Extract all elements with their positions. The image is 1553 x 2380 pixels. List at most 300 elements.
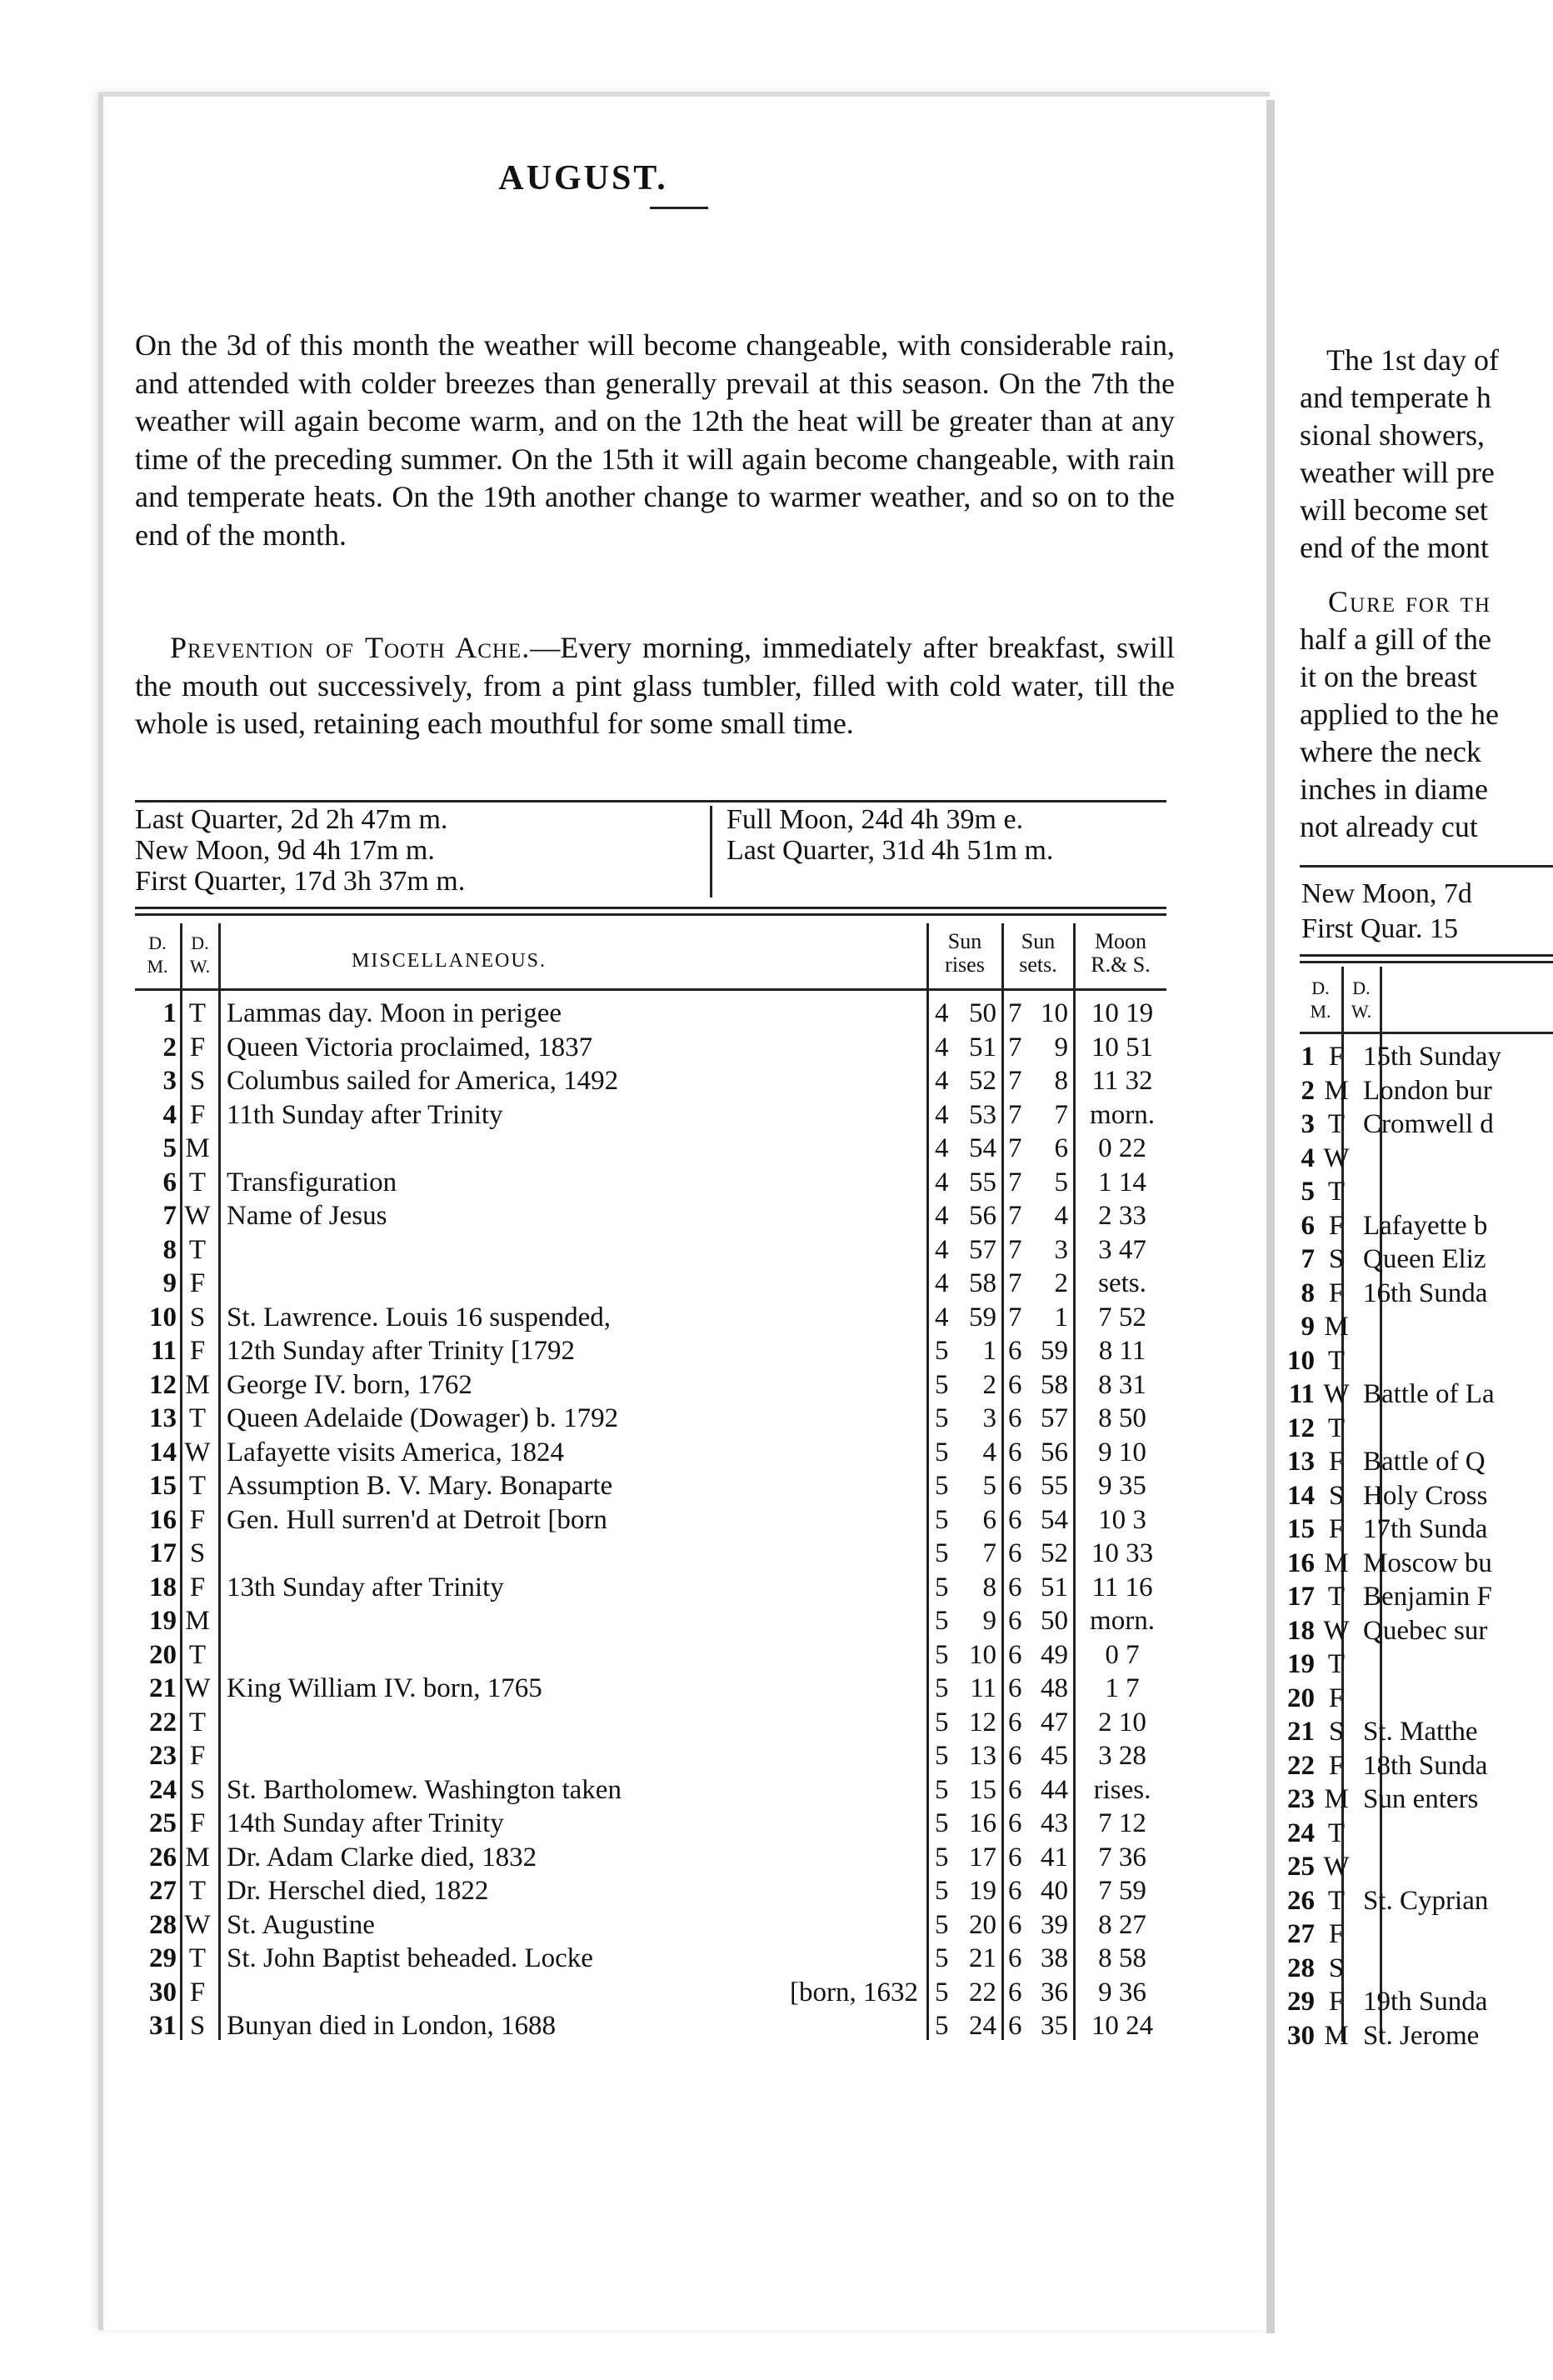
right-table-row bbox=[1275, 1512, 1553, 1547]
cell-sunset-hour: 7 bbox=[1008, 1234, 1022, 1265]
right-line-6: end of the mont bbox=[1300, 531, 1489, 564]
cell-moon: 10 3 bbox=[1098, 1504, 1146, 1535]
right-cure-line-6: not already cut bbox=[1300, 810, 1478, 843]
right-cell-day-of-week: F bbox=[1328, 1042, 1345, 1072]
remedy-paragraph bbox=[135, 629, 1175, 743]
cell-miscellaneous: 11th Sunday after Trinity bbox=[227, 1099, 503, 1130]
cell-sunset-hour: 6 bbox=[1008, 1369, 1022, 1400]
cell-moon: 8 58 bbox=[1098, 1943, 1146, 1973]
cell-sunrise-minute: 16 bbox=[969, 1808, 996, 1838]
table-row bbox=[135, 1638, 1166, 1672]
cell-miscellaneous: St. Lawrence. Louis 16 suspended, bbox=[227, 1302, 611, 1332]
cell-day-of-week: S bbox=[189, 1538, 206, 1568]
cell-sunrise-hour: 5 bbox=[935, 1471, 949, 1501]
cell-sunrise-hour: 4 bbox=[935, 1268, 949, 1298]
table-row bbox=[135, 1368, 1166, 1402]
table-row bbox=[135, 1166, 1166, 1200]
right-table-row bbox=[1275, 1209, 1553, 1243]
cell-sunset-hour: 6 bbox=[1008, 1471, 1022, 1501]
right-cell-day: 29 bbox=[1287, 1987, 1315, 2017]
right-cell-miscellaneous: Queen Eliz bbox=[1363, 1244, 1486, 1274]
right-cell-day-of-week: M bbox=[1324, 1784, 1349, 1814]
cell-day-of-week: F bbox=[189, 1977, 206, 2008]
cell-sunset-minute: 51 bbox=[1041, 1572, 1068, 1602]
cell-day: 23 bbox=[149, 1741, 177, 1771]
cell-sunset-minute: 50 bbox=[1041, 1606, 1068, 1636]
cell-sunrise-minute: 1 bbox=[982, 1336, 996, 1366]
cell-moon: 0 22 bbox=[1098, 1133, 1146, 1163]
right-cure-line-2: it on the breast bbox=[1300, 660, 1477, 693]
table-row bbox=[135, 1739, 1166, 1773]
cell-moon: 7 59 bbox=[1098, 1876, 1146, 1906]
table-row bbox=[135, 1031, 1166, 1065]
cell-day-of-week: T bbox=[188, 998, 207, 1028]
cell-sunset-hour: 6 bbox=[1008, 1437, 1022, 1468]
cell-sunset-hour: 7 bbox=[1008, 1066, 1022, 1096]
cell-day: 26 bbox=[149, 1842, 177, 1872]
cell-day-of-week: T bbox=[188, 1167, 207, 1198]
right-line-4: weather will pre bbox=[1300, 456, 1495, 489]
right-cell-day: 15 bbox=[1287, 1514, 1315, 1544]
cell-miscellaneous: Dr. Herschel died, 1822 bbox=[227, 1876, 489, 1906]
cell-sunrise-minute: 8 bbox=[982, 1572, 996, 1602]
right-cell-day-of-week: T bbox=[1327, 1818, 1346, 1848]
cell-moon: 10 24 bbox=[1091, 2011, 1154, 2041]
cell-sunrise-minute: 24 bbox=[969, 2011, 996, 2041]
right-cell-day-of-week: F bbox=[1328, 1987, 1345, 2017]
table-row bbox=[135, 1469, 1166, 1503]
cell-miscellaneous: Dr. Adam Clarke died, 1832 bbox=[227, 1842, 537, 1872]
moon-phase-full-moon: Full Moon, 24d 4h 39m e. bbox=[727, 804, 1024, 835]
cell-miscellaneous: 13th Sunday after Trinity bbox=[227, 1572, 504, 1602]
header-miscellaneous: MISCELLANEOUS. bbox=[352, 950, 547, 972]
cell-sunrise-minute: 55 bbox=[969, 1167, 996, 1198]
right-cure-line-4: where the neck bbox=[1300, 735, 1481, 768]
cell-sunrise-minute: 22 bbox=[969, 1977, 996, 2008]
right-cell-day-of-week: F bbox=[1328, 1750, 1345, 1781]
cell-sunrise-hour: 5 bbox=[935, 1606, 949, 1636]
table-top-rule-2 bbox=[135, 913, 1166, 916]
right-cell-miscellaneous: Lafayette b bbox=[1363, 1210, 1488, 1241]
right-table-row bbox=[1275, 1614, 1553, 1648]
cell-sunset-minute: 1 bbox=[1054, 1302, 1068, 1332]
right-cell-day-of-week: M bbox=[1324, 1075, 1349, 1106]
cell-sunrise-minute: 21 bbox=[969, 1943, 996, 1973]
moon-phase-first-quarter: First Quarter, 17d 3h 37m m. bbox=[135, 866, 466, 897]
cell-sunrise-minute: 11 bbox=[970, 1673, 996, 1703]
cell-sunset-minute: 38 bbox=[1041, 1943, 1068, 1973]
cell-sunrise-hour: 4 bbox=[935, 1133, 949, 1163]
cell-day-of-week: S bbox=[189, 1774, 206, 1805]
cell-sunset-hour: 6 bbox=[1008, 1538, 1022, 1568]
right-line-3: sional showers, bbox=[1300, 418, 1485, 452]
table-row bbox=[135, 1301, 1166, 1335]
right-cell-day: 30 bbox=[1287, 2020, 1315, 2051]
right-cell-day-of-week: M bbox=[1324, 2020, 1349, 2051]
table-row bbox=[135, 1841, 1166, 1875]
right-cell-day-of-week: F bbox=[1328, 1278, 1345, 1308]
cell-moon: 3 47 bbox=[1098, 1234, 1146, 1265]
moon-phase-last-quarter-2: Last Quarter, 31d 4h 51m m. bbox=[727, 835, 1054, 866]
right-cell-miscellaneous: Battle of La bbox=[1363, 1379, 1495, 1409]
cell-sunset-minute: 7 bbox=[1054, 1099, 1068, 1130]
cell-sunrise-hour: 4 bbox=[935, 1201, 949, 1231]
cell-moon: 7 12 bbox=[1098, 1808, 1146, 1838]
cell-miscellaneous: 12th Sunday after Trinity [1792 bbox=[227, 1336, 575, 1366]
cell-sunset-minute: 48 bbox=[1041, 1673, 1068, 1703]
right-table-row bbox=[1275, 1918, 1553, 1952]
cell-day: 9 bbox=[162, 1268, 177, 1298]
cell-sunrise-hour: 5 bbox=[935, 1943, 949, 1973]
header-sun-rises: Sun rises bbox=[945, 929, 985, 977]
cell-sunrise-hour: 5 bbox=[935, 1369, 949, 1400]
cell-miscellaneous: Queen Adelaide (Dowager) b. 1792 bbox=[227, 1403, 619, 1433]
right-cell-miscellaneous: 18th Sunda bbox=[1363, 1750, 1488, 1781]
table-row bbox=[135, 1571, 1166, 1605]
cell-day-of-week: S bbox=[189, 2011, 206, 2041]
cell-moon: 2 33 bbox=[1098, 1201, 1146, 1231]
right-cell-miscellaneous: 16th Sunda bbox=[1363, 1278, 1488, 1308]
right-cell-day-of-week: T bbox=[1327, 1885, 1346, 1916]
right-moon-line-1: New Moon, 7d bbox=[1301, 878, 1472, 909]
cell-day: 1 bbox=[162, 998, 177, 1028]
cell-sunrise-hour: 5 bbox=[935, 1977, 949, 2008]
cell-moon: 0 7 bbox=[1105, 1639, 1140, 1670]
cell-sunset-hour: 6 bbox=[1008, 1977, 1022, 2008]
cell-sunset-hour: 6 bbox=[1008, 1336, 1022, 1366]
cell-sunset-hour: 6 bbox=[1008, 1808, 1022, 1838]
right-table-row bbox=[1275, 1074, 1553, 1108]
table-row bbox=[135, 1773, 1166, 1808]
cell-moon: 10 51 bbox=[1091, 1032, 1154, 1062]
cell-sunrise-hour: 5 bbox=[935, 1336, 949, 1366]
right-cell-day-of-week: T bbox=[1327, 1109, 1346, 1139]
moon-phases-right bbox=[727, 804, 1053, 866]
right-cell-day: 8 bbox=[1301, 1278, 1315, 1308]
table-top-rule-1 bbox=[135, 907, 1166, 909]
right-cell-day: 7 bbox=[1301, 1244, 1315, 1274]
cell-sunset-hour: 6 bbox=[1008, 1876, 1022, 1906]
cell-day-of-week: F bbox=[189, 1099, 206, 1130]
table-row bbox=[135, 1537, 1166, 1571]
cell-day: 19 bbox=[149, 1606, 177, 1636]
right-table-row bbox=[1275, 1817, 1553, 1851]
cell-sunrise-minute: 53 bbox=[969, 1099, 996, 1130]
right-table-row bbox=[1275, 1344, 1553, 1378]
table-row bbox=[135, 1132, 1166, 1166]
right-cell-day-of-week: F bbox=[1328, 1682, 1345, 1713]
cell-miscellaneous: Gen. Hull surren'd at Detroit [born bbox=[227, 1504, 607, 1535]
right-table-row bbox=[1275, 1648, 1553, 1682]
cell-day-of-week: M bbox=[185, 1606, 210, 1636]
cell-moon: 1 14 bbox=[1098, 1167, 1146, 1198]
right-table-row bbox=[1275, 1277, 1553, 1311]
cell-miscellaneous: St. Bartholomew. Washington taken bbox=[227, 1774, 622, 1805]
header-rule bbox=[135, 988, 1166, 991]
cell-sunset-minute: 10 bbox=[1041, 998, 1068, 1028]
cell-day: 10 bbox=[149, 1302, 177, 1332]
cell-day: 24 bbox=[149, 1774, 177, 1805]
cell-sunrise-hour: 5 bbox=[935, 1909, 949, 1940]
cell-day: 22 bbox=[149, 1707, 177, 1738]
cell-day: 11 bbox=[150, 1336, 177, 1366]
cell-sunset-hour: 7 bbox=[1008, 1268, 1022, 1298]
cell-sunset-hour: 7 bbox=[1008, 1032, 1022, 1062]
cell-sunset-hour: 6 bbox=[1008, 1943, 1022, 1973]
cell-sunset-minute: 35 bbox=[1041, 2011, 1068, 2041]
cell-sunset-hour: 7 bbox=[1008, 1099, 1022, 1130]
cell-sunrise-minute: 3 bbox=[982, 1403, 996, 1433]
table-row bbox=[135, 2009, 1166, 2043]
moon-phases-left bbox=[135, 804, 465, 897]
cell-sunrise-minute: 2 bbox=[982, 1369, 996, 1400]
right-cure-line-5: inches in diame bbox=[1300, 772, 1488, 806]
right-cell-day: 1 bbox=[1301, 1042, 1315, 1072]
cell-sunset-minute: 36 bbox=[1041, 1977, 1068, 2008]
cell-sunrise-minute: 4 bbox=[982, 1437, 996, 1468]
right-table-row bbox=[1275, 1310, 1553, 1344]
cell-day: 15 bbox=[149, 1471, 177, 1501]
cell-sunrise-minute: 59 bbox=[969, 1302, 996, 1332]
cell-sunset-hour: 6 bbox=[1008, 1707, 1022, 1738]
cell-day-of-week: F bbox=[189, 1032, 206, 1062]
cell-sunrise-minute: 52 bbox=[969, 1066, 996, 1096]
right-table-row bbox=[1275, 1108, 1553, 1142]
cell-sunset-hour: 6 bbox=[1008, 1741, 1022, 1771]
right-moon-line-2: First Quar. 15 bbox=[1301, 913, 1458, 944]
cell-day-of-week: F bbox=[189, 1504, 206, 1535]
cell-sunset-minute: 57 bbox=[1041, 1403, 1068, 1433]
cell-day-of-week: T bbox=[188, 1471, 207, 1501]
cell-sunset-hour: 7 bbox=[1008, 1167, 1022, 1198]
moon-phases-box bbox=[135, 804, 1166, 898]
cell-sunset-minute: 4 bbox=[1054, 1201, 1068, 1231]
cell-day-of-week: F bbox=[189, 1268, 206, 1298]
right-cell-day-of-week: F bbox=[1328, 1919, 1345, 1949]
cell-miscellaneous: Lammas day. Moon in perigee bbox=[227, 998, 562, 1028]
cell-sunset-hour: 7 bbox=[1008, 1201, 1022, 1231]
right-table-row bbox=[1275, 1580, 1553, 1614]
cell-sunrise-hour: 4 bbox=[935, 1302, 949, 1332]
cell-sunset-minute: 58 bbox=[1041, 1369, 1068, 1400]
cell-day: 2 bbox=[162, 1032, 177, 1062]
right-cell-day: 27 bbox=[1287, 1919, 1315, 1949]
cell-sunset-minute: 8 bbox=[1054, 1066, 1068, 1096]
cell-day-of-week: F bbox=[189, 1572, 206, 1602]
cell-sunrise-hour: 5 bbox=[935, 1504, 949, 1535]
cell-sunset-minute: 40 bbox=[1041, 1876, 1068, 1906]
right-cure-heading: Cure for th bbox=[1328, 585, 1491, 618]
moon-divider bbox=[710, 806, 712, 898]
cell-sunrise-minute: 17 bbox=[969, 1842, 996, 1872]
cell-miscellaneous: Lafayette visits America, 1824 bbox=[227, 1437, 565, 1468]
right-moon-top-rule bbox=[1300, 865, 1553, 868]
cell-sunrise-minute: 12 bbox=[969, 1707, 996, 1738]
cell-sunrise-hour: 4 bbox=[935, 1099, 949, 1130]
table-row bbox=[135, 1874, 1166, 1908]
right-table-row bbox=[1275, 1884, 1553, 1918]
right-cell-day: 14 bbox=[1287, 1480, 1315, 1511]
right-cell-miscellaneous: Sun enters bbox=[1363, 1784, 1479, 1814]
cell-day: 4 bbox=[162, 1099, 177, 1130]
cell-sunset-minute: 2 bbox=[1054, 1268, 1068, 1298]
right-cell-miscellaneous: St. Cyprian bbox=[1363, 1885, 1489, 1916]
right-cell-day-of-week: M bbox=[1324, 1312, 1349, 1342]
table-row bbox=[135, 1436, 1166, 1470]
cell-day: 29 bbox=[149, 1943, 177, 1973]
cell-sunrise-hour: 5 bbox=[935, 1774, 949, 1805]
cell-sunset-minute: 41 bbox=[1041, 1842, 1068, 1872]
cell-day: 5 bbox=[162, 1133, 177, 1163]
right-cell-day: 9 bbox=[1301, 1312, 1315, 1342]
right-cell-miscellaneous: Benjamin F bbox=[1363, 1582, 1492, 1612]
table-row bbox=[135, 1908, 1166, 1942]
cell-day: 31 bbox=[149, 2011, 177, 2041]
right-cell-day-of-week: F bbox=[1328, 1210, 1345, 1241]
cell-day-of-week: W bbox=[184, 1201, 211, 1231]
table-row bbox=[135, 1807, 1166, 1841]
right-cell-day: 3 bbox=[1301, 1109, 1315, 1139]
cell-sunset-hour: 6 bbox=[1008, 1673, 1022, 1703]
right-cell-day: 10 bbox=[1287, 1345, 1315, 1376]
cell-miscellaneous: Queen Victoria proclaimed, 1837 bbox=[227, 1032, 593, 1062]
right-cell-miscellaneous: St. Jerome bbox=[1363, 2020, 1480, 2051]
cell-day-of-week: M bbox=[185, 1369, 210, 1400]
right-header-day-week: D. W. bbox=[1351, 978, 1372, 1022]
cell-day-of-week: M bbox=[185, 1133, 210, 1163]
cell-sunrise-minute: 19 bbox=[969, 1876, 996, 1906]
right-cell-day: 6 bbox=[1301, 1210, 1315, 1241]
cell-sunrise-hour: 4 bbox=[935, 1032, 949, 1062]
right-table-row bbox=[1275, 1479, 1553, 1513]
calendar-table bbox=[135, 923, 1166, 2040]
cell-sunrise-hour: 4 bbox=[935, 1066, 949, 1096]
table-row bbox=[135, 1604, 1166, 1638]
cell-day-of-week: T bbox=[188, 1943, 207, 1973]
cell-sunset-hour: 6 bbox=[1008, 2011, 1022, 2041]
cell-day: 8 bbox=[162, 1234, 177, 1265]
cell-sunset-hour: 6 bbox=[1008, 1504, 1022, 1535]
right-cell-day: 11 bbox=[1288, 1379, 1315, 1409]
cell-day-of-week: T bbox=[188, 1403, 207, 1433]
cell-sunrise-minute: 10 bbox=[969, 1639, 996, 1670]
right-cell-day-of-week: T bbox=[1327, 1412, 1346, 1443]
cell-day-of-week: S bbox=[189, 1066, 206, 1096]
cell-moon: 7 36 bbox=[1098, 1842, 1146, 1872]
cell-sunset-minute: 56 bbox=[1041, 1437, 1068, 1468]
cell-day: 21 bbox=[149, 1673, 177, 1703]
cell-miscellaneous: Name of Jesus bbox=[227, 1201, 387, 1231]
cell-sunrise-hour: 4 bbox=[935, 1167, 949, 1198]
cell-sunrise-minute: 56 bbox=[969, 1201, 996, 1231]
right-cell-day: 18 bbox=[1287, 1615, 1315, 1646]
right-cell-miscellaneous: 19th Sunda bbox=[1363, 1987, 1488, 2017]
cell-sunset-hour: 7 bbox=[1008, 1302, 1022, 1332]
weather-paragraph: On the 3d of this month the weather will become changeable, with considerable rain, and attended with colder breezes than generally prevail at this season. On the 7th the weather will again become warm, and on the 12th the heat will be greater than at any time of the preceding summer. On the 15th it will again become changeable, with rain and temperate heats. On the 19th another change to warmer weather, and so on to the end of the month. bbox=[135, 328, 1175, 552]
cell-sunset-minute: 44 bbox=[1041, 1774, 1068, 1805]
right-cell-day-of-week: T bbox=[1327, 1582, 1346, 1612]
cell-sunrise-minute: 58 bbox=[969, 1268, 996, 1298]
cell-sunset-hour: 6 bbox=[1008, 1909, 1022, 1940]
right-cell-day-of-week: S bbox=[1328, 1480, 1345, 1511]
title-rule bbox=[650, 207, 708, 209]
page-title: AUGUST. bbox=[498, 159, 668, 198]
cell-sunrise-minute: 20 bbox=[969, 1909, 996, 1940]
table-row bbox=[135, 1334, 1166, 1368]
cell-miscellaneous: Assumption B. V. Mary. Bonaparte bbox=[227, 1471, 613, 1501]
header-sun-sets: Sun sets. bbox=[1019, 929, 1057, 977]
cell-moon: 8 31 bbox=[1098, 1369, 1146, 1400]
cell-day: 3 bbox=[162, 1066, 177, 1096]
right-table-row bbox=[1275, 1547, 1553, 1581]
cell-moon: 1 7 bbox=[1105, 1673, 1140, 1703]
cell-moon: 9 35 bbox=[1098, 1471, 1146, 1501]
cell-day: 14 bbox=[149, 1437, 177, 1468]
table-row bbox=[135, 1064, 1166, 1098]
cell-day-of-week: F bbox=[189, 1336, 206, 1366]
cell-sunrise-hour: 5 bbox=[935, 1572, 949, 1602]
cell-sunrise-hour: 5 bbox=[935, 1741, 949, 1771]
right-table-rule-2 bbox=[1300, 961, 1553, 963]
cell-sunrise-hour: 5 bbox=[935, 1673, 949, 1703]
cell-day: 18 bbox=[149, 1572, 177, 1602]
cell-sunset-minute: 59 bbox=[1041, 1336, 1068, 1366]
cell-moon: 10 33 bbox=[1091, 1538, 1154, 1568]
right-line-2: and temperate h bbox=[1300, 381, 1491, 414]
cell-sunset-minute: 55 bbox=[1041, 1471, 1068, 1501]
right-cell-day: 21 bbox=[1287, 1717, 1315, 1747]
cell-day-of-week: W bbox=[184, 1437, 211, 1468]
cell-day-of-week: W bbox=[184, 1909, 211, 1940]
right-cell-day: 22 bbox=[1287, 1750, 1315, 1781]
right-table-rule-1 bbox=[1300, 954, 1553, 957]
right-cell-day-of-week: W bbox=[1323, 1379, 1350, 1409]
cell-day: 20 bbox=[149, 1639, 177, 1670]
right-table-row bbox=[1275, 1682, 1553, 1716]
table-row bbox=[135, 1402, 1166, 1436]
right-cell-day: 5 bbox=[1301, 1177, 1315, 1207]
right-cell-day-of-week: W bbox=[1323, 1142, 1350, 1173]
right-cell-day: 25 bbox=[1287, 1852, 1315, 1882]
cell-miscellaneous: Bunyan died in London, 1688 bbox=[227, 2011, 557, 2041]
right-cell-miscellaneous: 15th Sunday bbox=[1363, 1042, 1501, 1072]
right-cure-line-1: half a gill of the bbox=[1300, 622, 1491, 656]
remedy-heading: Prevention of Tooth Ache. bbox=[170, 631, 531, 664]
cell-miscellaneous: St. John Baptist beheaded. Locke bbox=[227, 1943, 593, 1973]
cell-sunset-minute: 9 bbox=[1054, 1032, 1068, 1062]
right-cell-miscellaneous: London bur bbox=[1363, 1075, 1492, 1106]
right-cell-day: 28 bbox=[1287, 1952, 1315, 1983]
table-row bbox=[135, 1233, 1166, 1268]
cell-moon: rises. bbox=[1093, 1774, 1151, 1805]
cell-moon: morn. bbox=[1090, 1099, 1155, 1130]
right-table-row bbox=[1275, 1445, 1553, 1479]
cell-sunrise-minute: 9 bbox=[982, 1606, 996, 1636]
cell-day-of-week: F bbox=[189, 1741, 206, 1771]
right-header-day-month: D. M. bbox=[1310, 978, 1331, 1022]
cell-miscellaneous: George IV. born, 1762 bbox=[227, 1369, 472, 1400]
cell-sunset-minute: 49 bbox=[1041, 1639, 1068, 1670]
cell-day: 7 bbox=[162, 1201, 177, 1231]
right-cell-day: 13 bbox=[1287, 1447, 1315, 1477]
right-cell-miscellaneous: Battle of Q bbox=[1363, 1447, 1486, 1477]
cell-moon: 9 10 bbox=[1098, 1437, 1146, 1468]
cell-sunrise-minute: 50 bbox=[969, 998, 996, 1028]
cell-sunset-minute: 45 bbox=[1041, 1741, 1068, 1771]
right-cure-line-3: applied to the he bbox=[1300, 698, 1499, 731]
cell-moon: morn. bbox=[1090, 1606, 1155, 1636]
cell-day-of-week: S bbox=[189, 1302, 206, 1332]
